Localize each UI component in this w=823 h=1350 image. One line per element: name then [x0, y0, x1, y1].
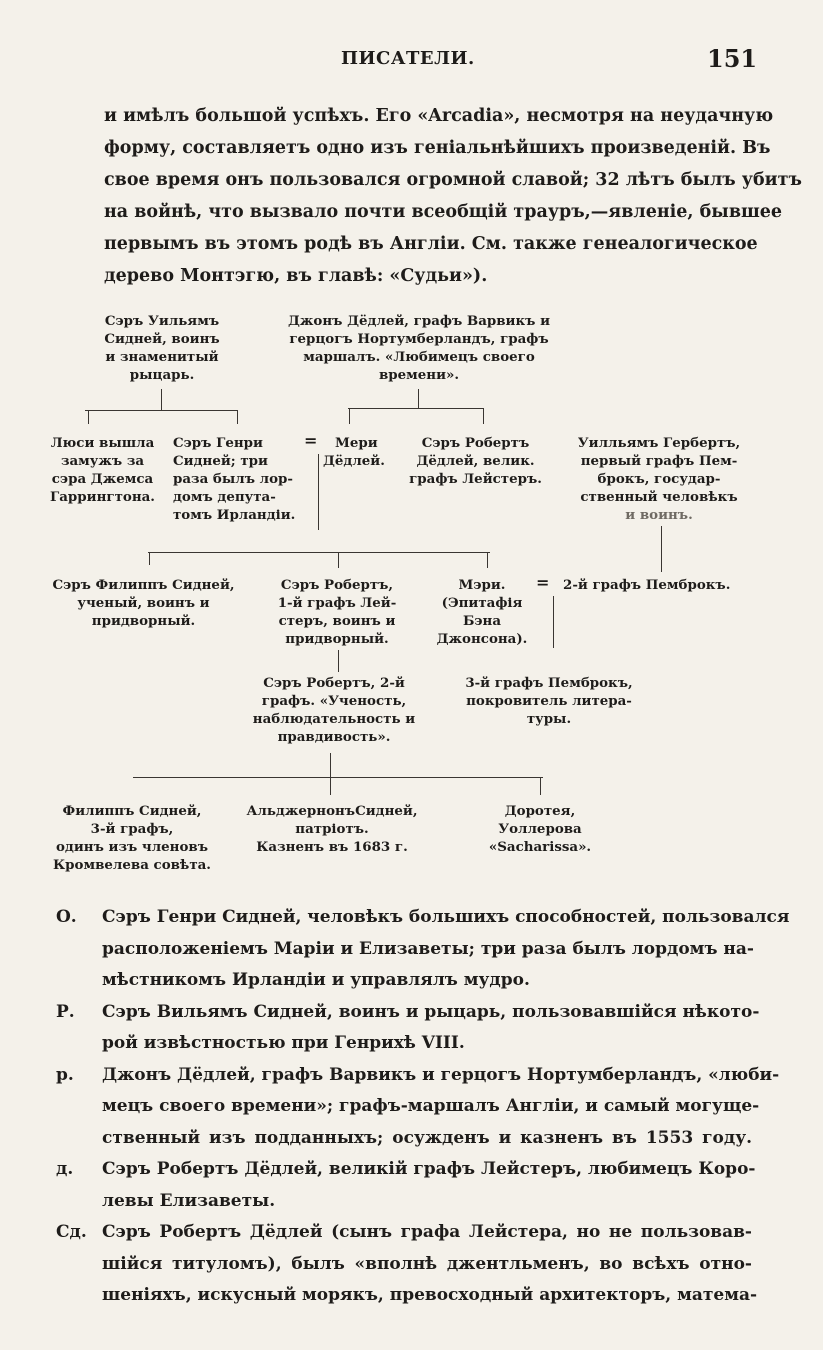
tree-node-pembroke-2 — [563, 576, 763, 594]
node-text-line: 3-й графъ, — [90, 821, 174, 837]
footnote-marker: р. — [56, 1064, 74, 1085]
node-text-line: Джонсона). — [436, 631, 528, 647]
text-line: шійся титуломъ), былъ «вполнѣ джентльменъ, во всѣхъ отно- — [102, 1253, 752, 1274]
text-line: шеніяхъ, искусный морякъ, превосходный архитекторъ, матема- — [102, 1285, 758, 1305]
text-line: и имѣлъ большой успѣхъ. Его «Arcadia», несмотря на неудачную — [104, 106, 774, 126]
node-text-line: правдивость». — [277, 729, 391, 745]
tree-connector — [487, 552, 488, 568]
node-text-line: (Эпитафія — [441, 595, 523, 611]
node-text-line: Доротея, — [504, 803, 576, 819]
tree-node-philip-sidney-3 — [32, 802, 232, 874]
intro-paragraph — [104, 100, 802, 292]
node-text-line: замужъ за — [60, 453, 145, 469]
tree-connector — [553, 596, 554, 648]
text-line: Сэръ Робертъ Дёдлей (сынъ графа Лейстера, но не пользовав- — [102, 1222, 752, 1242]
tree-node-john-dudley — [264, 312, 574, 384]
text-line: свое время онъ пользовался огромной славой; 32 лѣтъ былъ убитъ — [104, 170, 802, 190]
tree-connector — [483, 408, 484, 424]
tree-node-algernon-sidney — [234, 802, 430, 856]
tree-connector — [133, 777, 543, 778]
footnotes — [56, 902, 790, 1312]
node-text-line: маршалъ. «Любимецъ своего — [303, 349, 535, 365]
tree-connector — [418, 389, 419, 408]
text-line: Сэръ Вильямъ Сидней, воинъ и рыцарь, пользовавшійся нѣкото- — [102, 1001, 760, 1022]
tree-node-mary-dudley — [323, 434, 393, 470]
node-text-line: Мэри. — [458, 577, 506, 593]
node-text-line: АльджернонъСидней, — [246, 803, 418, 819]
page-number: 151 — [707, 44, 758, 73]
node-text-line: Сэръ Робертъ, 2-й — [263, 675, 405, 691]
node-text-line: Мери — [335, 435, 378, 451]
footnote-marker: О. — [56, 907, 77, 927]
node-text-line: ственный человѣкъ — [580, 489, 738, 505]
running-header: ПИСАТЕЛИ. — [341, 48, 475, 69]
tree-connector — [88, 410, 89, 424]
tree-connector — [540, 777, 541, 795]
footnote — [56, 1060, 780, 1155]
tree-node-robert-sidney-1 — [258, 576, 416, 648]
node-text-line: Сидней; три — [173, 453, 268, 469]
text-line: левы Елизаветы. — [102, 1190, 276, 1211]
node-text-line: времени». — [378, 367, 460, 383]
tree-connector — [338, 552, 339, 568]
text-line: на войнѣ, что вызвало почти всеобщій трауръ,—явленіе, бывшее — [104, 202, 783, 222]
tree-connector — [85, 410, 238, 411]
text-line: Сэръ Генри Сидней, человѣкъ большихъ способностей, пользовался — [102, 907, 790, 927]
node-text-line: Бэна — [462, 613, 502, 629]
node-text-line: и знаменитый — [105, 349, 219, 365]
node-text-line: брокъ, государ- — [597, 471, 721, 487]
tree-node-william-herbert — [556, 434, 762, 524]
node-text-line: Сидней, воинъ — [104, 331, 220, 347]
node-text-line: Дёдлей. — [323, 453, 385, 469]
node-text-line: герцогъ Нортумберландъ, графъ — [289, 331, 549, 347]
node-text-line: Кромвелева совѣта. — [53, 857, 211, 873]
node-text-line: 2-й графъ Пемброкъ. — [563, 577, 731, 593]
tree-node-lucy — [40, 434, 165, 506]
tree-node-dorothea — [452, 802, 628, 856]
node-text-line: графъ. «Ученость, — [261, 693, 407, 709]
node-text-line: туры. — [526, 711, 572, 727]
tree-connector — [661, 526, 662, 572]
tree-connector — [318, 454, 319, 530]
node-text-line: домъ депута- — [173, 489, 276, 505]
text-line: форму, составляетъ одно изъ геніальнѣйшихъ произведеній. Въ — [104, 138, 771, 158]
footnote — [56, 997, 760, 1060]
node-text-line: Сэръ Робертъ, — [280, 577, 394, 593]
text-line: Джонъ Дёдлей, графъ Варвикъ и герцогъ Нортумберландъ, «люби- — [102, 1064, 780, 1085]
node-text-line: Сэръ Филиппъ Сидней, — [52, 577, 235, 593]
footnote-marker: Сд. — [56, 1222, 87, 1242]
node-text-line: томъ Ирландіи. — [173, 507, 296, 523]
tree-node-robert-sidney-2 — [236, 674, 432, 746]
text-line: расположеніемъ Маріи и Елизаветы; три раза былъ лордомъ на- — [102, 938, 754, 959]
node-text-line: первый графъ Пем- — [580, 453, 738, 469]
node-text-line: «Sacharissa». — [488, 839, 592, 855]
text-line: первымъ въ этомъ родѣ въ Англіи. См. также генеалогическое — [104, 234, 758, 254]
node-text-line: Сэръ Генри — [173, 435, 263, 451]
footnote-marker: Р. — [56, 1001, 75, 1022]
node-text-line: Дёдлей, велик. — [416, 453, 535, 469]
tree-connector — [330, 753, 331, 777]
node-text-line: стеръ, воинъ и — [278, 613, 396, 629]
node-text-line: наблюдательность и — [252, 711, 416, 727]
node-text-line: рыцарь. — [129, 367, 195, 383]
text-line: ственный изъ подданныхъ; осужденъ и казненъ въ 1553 году. — [102, 1127, 752, 1148]
node-text-line: Сэръ Уильямъ — [104, 313, 220, 329]
genealogy-tree — [0, 300, 823, 900]
tree-node-william-sidney — [92, 312, 232, 384]
text-line: рой извѣстностью при Генрихѣ VIII. — [102, 1033, 465, 1053]
node-text-line: Уилльямъ Гербертъ, — [577, 435, 741, 451]
node-text-line: Уоллерова — [498, 821, 582, 837]
marriage-sign: = — [536, 573, 550, 592]
tree-connector — [148, 552, 490, 553]
text-line: Сэръ Робертъ Дёдлей, великій графъ Лейстеръ, любимецъ Коро- — [102, 1159, 756, 1179]
tree-connector — [161, 389, 162, 410]
footnote — [56, 902, 790, 997]
node-text-line: сэра Джемса — [51, 471, 154, 487]
node-text-line: Филиппъ Сидней, — [62, 803, 202, 819]
node-text-line: одинъ изъ членовъ — [55, 839, 208, 855]
text-line: мецъ своего времени»; графъ-маршалъ Англіи, и самый могуще- — [102, 1096, 760, 1116]
node-text-line: Казненъ въ 1683 г. — [256, 839, 408, 855]
node-text-line: Джонъ Дёдлей, графъ Варвикъ и — [287, 313, 551, 329]
footnote — [56, 1217, 758, 1312]
text-line: мѣстникомъ Ирландіи и управлялъ мудро. — [102, 970, 530, 990]
tree-node-henry-sidney — [173, 434, 308, 524]
tree-connector — [237, 410, 238, 424]
node-text-line: и воинъ. — [625, 507, 693, 523]
tree-node-pembroke-3 — [445, 674, 653, 728]
tree-connector — [338, 650, 339, 672]
node-text-line: покровитель литера- — [466, 693, 632, 709]
text-line: дерево Монтэгю, въ главѣ: «Судьи»). — [104, 266, 488, 286]
tree-connector — [330, 777, 331, 795]
node-text-line: Гаррингтона. — [50, 489, 155, 505]
tree-connector — [349, 408, 350, 424]
node-text-line: графъ Лейстеръ. — [409, 471, 542, 487]
node-text-line: Люси вышла — [50, 435, 155, 451]
tree-node-robert-dudley — [398, 434, 553, 488]
node-text-line: раза былъ лор- — [173, 471, 293, 487]
node-text-line: ученый, воинъ и — [77, 595, 210, 611]
node-text-line: придворный. — [91, 613, 196, 629]
marriage-sign: = — [304, 431, 318, 450]
tree-connector — [348, 408, 484, 409]
node-text-line: Сэръ Робертъ — [421, 435, 530, 451]
node-text-line: придворный. — [285, 631, 389, 647]
footnote — [56, 1154, 756, 1217]
tree-connector — [149, 552, 150, 565]
node-text-line: 1-й графъ Лей- — [277, 595, 397, 611]
node-text-line: патріотъ. — [295, 821, 369, 837]
tree-node-philip-sidney — [36, 576, 251, 630]
footnote-marker: д. — [56, 1159, 74, 1179]
node-text-line: 3-й графъ Пемброкъ, — [465, 675, 633, 691]
tree-node-mary-sidney — [428, 576, 536, 648]
